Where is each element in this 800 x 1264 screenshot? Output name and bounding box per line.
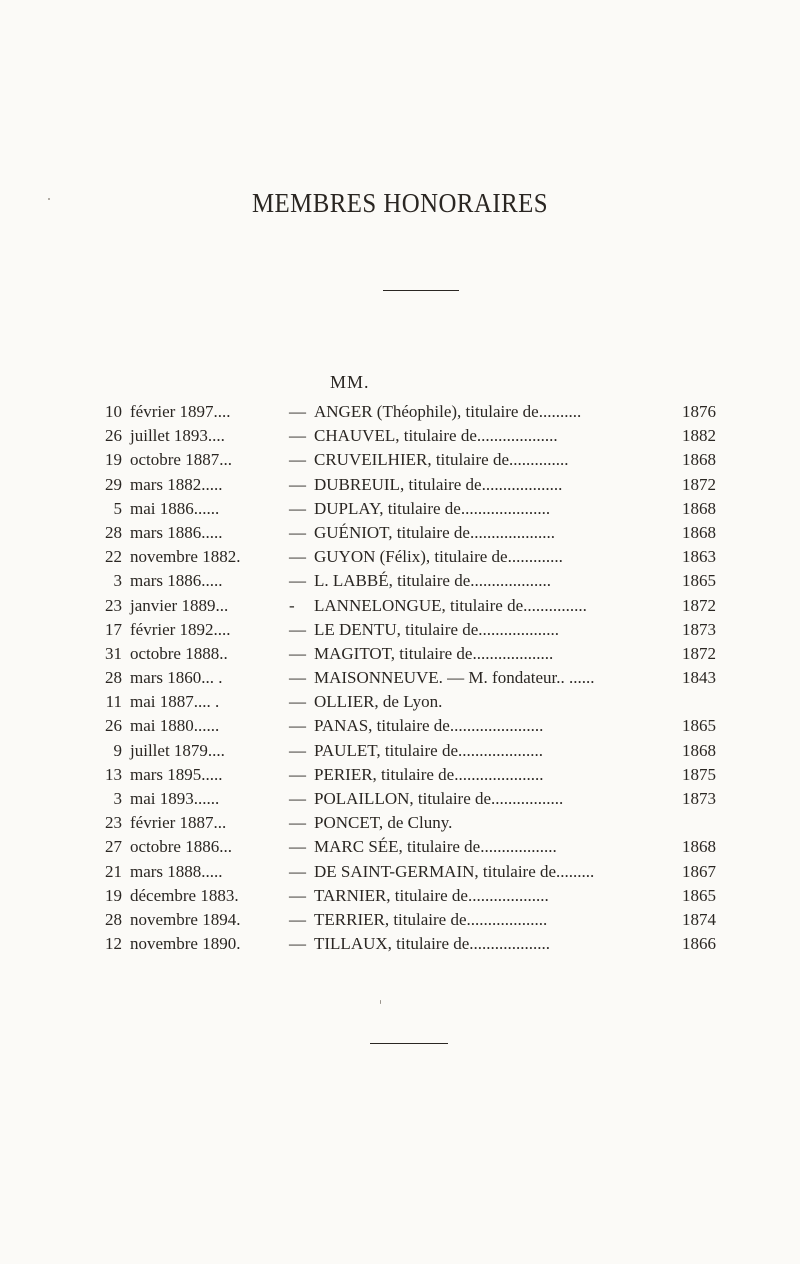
member-row bbox=[0, 932, 800, 956]
member-name: DUPLAY, titulaire de..................... bbox=[314, 498, 551, 518]
member-row bbox=[0, 860, 800, 884]
member-dash: — bbox=[289, 668, 306, 688]
member-number: 23 bbox=[105, 595, 122, 615]
member-name: PAULET, titulaire de.................... bbox=[314, 740, 544, 760]
member-year: 1868 bbox=[682, 837, 716, 857]
member-year: 1868 bbox=[682, 450, 716, 470]
member-date: février 1897.... bbox=[130, 402, 231, 421]
member-year: 1865 bbox=[682, 716, 716, 736]
member-row bbox=[0, 569, 800, 593]
member-year: 1868 bbox=[682, 522, 716, 542]
member-name: TARNIER, titulaire de................... bbox=[314, 885, 549, 905]
member-year: 1863 bbox=[682, 547, 716, 567]
member-date: octobre 1886... bbox=[130, 837, 232, 857]
member-year: 1867 bbox=[682, 861, 716, 881]
footer-divider bbox=[370, 1043, 448, 1044]
member-name: CHAUVEL, titulaire de................... bbox=[314, 426, 558, 446]
member-number: 3 bbox=[113, 571, 122, 591]
member-name: DE SAINT-GERMAIN, titulaire de......... bbox=[314, 861, 595, 881]
member-row bbox=[0, 787, 800, 811]
member-dash: — bbox=[289, 909, 306, 929]
member-date: mai 1880...... bbox=[130, 716, 220, 736]
member-row bbox=[0, 811, 800, 835]
member-year: 1873 bbox=[682, 789, 716, 808]
member-year: 1865 bbox=[682, 885, 716, 905]
member-date: juillet 1879.... bbox=[130, 740, 225, 760]
member-name: POLAILLON, titulaire de................. bbox=[314, 789, 564, 808]
member-name: GUYON (Félix), titulaire de............. bbox=[314, 547, 563, 567]
member-number: 23 bbox=[105, 813, 122, 833]
member-date: février 1887... bbox=[130, 813, 227, 833]
member-row bbox=[0, 714, 800, 738]
member-number: 17 bbox=[105, 619, 122, 639]
member-date: mars 1886..... bbox=[130, 571, 223, 591]
member-date: mars 1882..... bbox=[130, 474, 223, 494]
member-date: octobre 1887... bbox=[130, 450, 232, 470]
salutation: MM. bbox=[330, 372, 370, 392]
member-dash: — bbox=[289, 716, 306, 736]
member-name: PANAS, titulaire de...................... bbox=[314, 716, 544, 736]
member-year: 1872 bbox=[682, 595, 716, 615]
member-date: novembre 1894. bbox=[130, 909, 241, 929]
member-dash: — bbox=[289, 498, 306, 518]
member-year: 1874 bbox=[682, 909, 716, 929]
member-number: 29 bbox=[105, 474, 122, 494]
member-row bbox=[0, 908, 800, 932]
member-year: 1873 bbox=[682, 619, 716, 639]
member-name: MAGITOT, titulaire de................... bbox=[314, 643, 554, 663]
member-dash: — bbox=[289, 837, 306, 857]
member-number: 19 bbox=[105, 450, 122, 470]
member-row bbox=[0, 739, 800, 763]
member-number: 22 bbox=[105, 547, 122, 567]
member-row bbox=[0, 666, 800, 690]
member-date: novembre 1890. bbox=[130, 934, 241, 954]
member-name: MARC SÉE, titulaire de.................. bbox=[314, 837, 557, 857]
member-dash: — bbox=[289, 522, 306, 542]
member-date: février 1892.... bbox=[130, 619, 231, 639]
member-number: 27 bbox=[105, 837, 122, 857]
member-dash: — bbox=[289, 861, 306, 881]
member-row bbox=[0, 763, 800, 787]
member-number: 9 bbox=[113, 740, 122, 760]
member-name: PONCET, de Cluny. bbox=[314, 813, 453, 833]
member-date: mars 1888..... bbox=[130, 861, 223, 881]
member-name: OLLIER, de Lyon. bbox=[314, 692, 443, 712]
member-date: octobre 1888.. bbox=[130, 643, 228, 663]
member-row bbox=[0, 448, 800, 472]
member-number: 26 bbox=[105, 716, 122, 736]
member-year: 1866 bbox=[682, 934, 716, 954]
member-name: TERRIER, titulaire de................... bbox=[314, 909, 548, 929]
member-date: janvier 1889... bbox=[130, 595, 229, 615]
member-name: LANNELONGUE, titulaire de............... bbox=[314, 595, 587, 615]
member-number: 31 bbox=[105, 643, 122, 663]
member-number: 19 bbox=[105, 885, 122, 905]
paper-speck bbox=[48, 198, 50, 200]
member-dash: - bbox=[289, 595, 295, 615]
member-dash: — bbox=[289, 619, 306, 639]
member-year: 1882 bbox=[682, 426, 716, 446]
member-number: 13 bbox=[105, 764, 122, 784]
member-name: TILLAUX, titulaire de................... bbox=[314, 934, 551, 954]
member-dash: — bbox=[289, 402, 306, 421]
member-date: mai 1886...... bbox=[130, 498, 220, 518]
member-name: GUÉNIOT, titulaire de.................... bbox=[314, 522, 555, 542]
members-list bbox=[0, 400, 800, 956]
member-name: PERIER, titulaire de..................... bbox=[314, 764, 544, 784]
member-dash: — bbox=[289, 740, 306, 760]
member-row bbox=[0, 690, 800, 714]
member-row bbox=[0, 521, 800, 545]
member-dash: — bbox=[289, 934, 306, 954]
member-date: mars 1886..... bbox=[130, 522, 223, 542]
member-date: novembre 1882. bbox=[130, 547, 241, 567]
member-year: 1843 bbox=[682, 668, 716, 688]
member-date: mars 1895..... bbox=[130, 764, 223, 784]
member-year: 1872 bbox=[682, 643, 716, 663]
member-row bbox=[0, 884, 800, 908]
member-dash: — bbox=[289, 571, 306, 591]
member-name: DUBREUIL, titulaire de................... bbox=[314, 474, 563, 494]
member-dash: — bbox=[289, 643, 306, 663]
member-row bbox=[0, 835, 800, 859]
member-date: décembre 1883. bbox=[130, 885, 239, 905]
member-number: 28 bbox=[105, 522, 122, 542]
title-divider bbox=[383, 290, 459, 291]
member-row bbox=[0, 400, 800, 424]
member-number: 11 bbox=[105, 692, 122, 712]
member-row bbox=[0, 594, 800, 618]
member-row bbox=[0, 642, 800, 666]
member-number: 12 bbox=[105, 934, 122, 954]
member-dash: — bbox=[289, 450, 306, 470]
member-number: 28 bbox=[105, 668, 122, 688]
member-dash: — bbox=[289, 885, 306, 905]
member-row bbox=[0, 497, 800, 521]
member-dash: — bbox=[289, 692, 306, 712]
member-row bbox=[0, 473, 800, 497]
member-name: CRUVEILHIER, titulaire de.............. bbox=[314, 450, 569, 470]
member-year: 1875 bbox=[682, 764, 716, 784]
page-title: MEMBRES HONORAIRES bbox=[251, 188, 549, 218]
paper-speck bbox=[380, 1000, 381, 1004]
member-row bbox=[0, 545, 800, 569]
member-name: ANGER (Théophile), titulaire de.......... bbox=[314, 402, 582, 421]
member-year: 1872 bbox=[682, 474, 716, 494]
member-row bbox=[0, 424, 800, 448]
member-dash: — bbox=[289, 474, 306, 494]
member-date: mai 1887.... . bbox=[130, 692, 220, 712]
member-dash: — bbox=[289, 789, 306, 808]
member-name: LE DENTU, titulaire de................... bbox=[314, 619, 560, 639]
member-year: 1876 bbox=[682, 402, 716, 421]
member-number: 28 bbox=[105, 909, 122, 929]
member-year: 1868 bbox=[682, 740, 716, 760]
member-dash: — bbox=[289, 426, 306, 446]
member-dash: — bbox=[289, 764, 306, 784]
member-year: 1868 bbox=[682, 498, 716, 518]
member-dash: — bbox=[289, 813, 306, 833]
member-date: juillet 1893.... bbox=[130, 426, 225, 446]
member-number: 5 bbox=[113, 498, 122, 518]
member-number: 26 bbox=[105, 426, 122, 446]
member-name: MAISONNEUVE. — M. fondateur.. ...... bbox=[314, 668, 595, 688]
member-date: mars 1860... . bbox=[130, 668, 223, 688]
member-date: mai 1893...... bbox=[130, 789, 220, 808]
member-number: 21 bbox=[105, 861, 122, 881]
member-year: 1865 bbox=[682, 571, 716, 591]
member-number: 10 bbox=[105, 402, 122, 421]
member-number: 3 bbox=[113, 789, 122, 808]
member-name: L. LABBÉ, titulaire de................... bbox=[314, 571, 552, 591]
member-row bbox=[0, 618, 800, 642]
member-dash: — bbox=[289, 547, 306, 567]
